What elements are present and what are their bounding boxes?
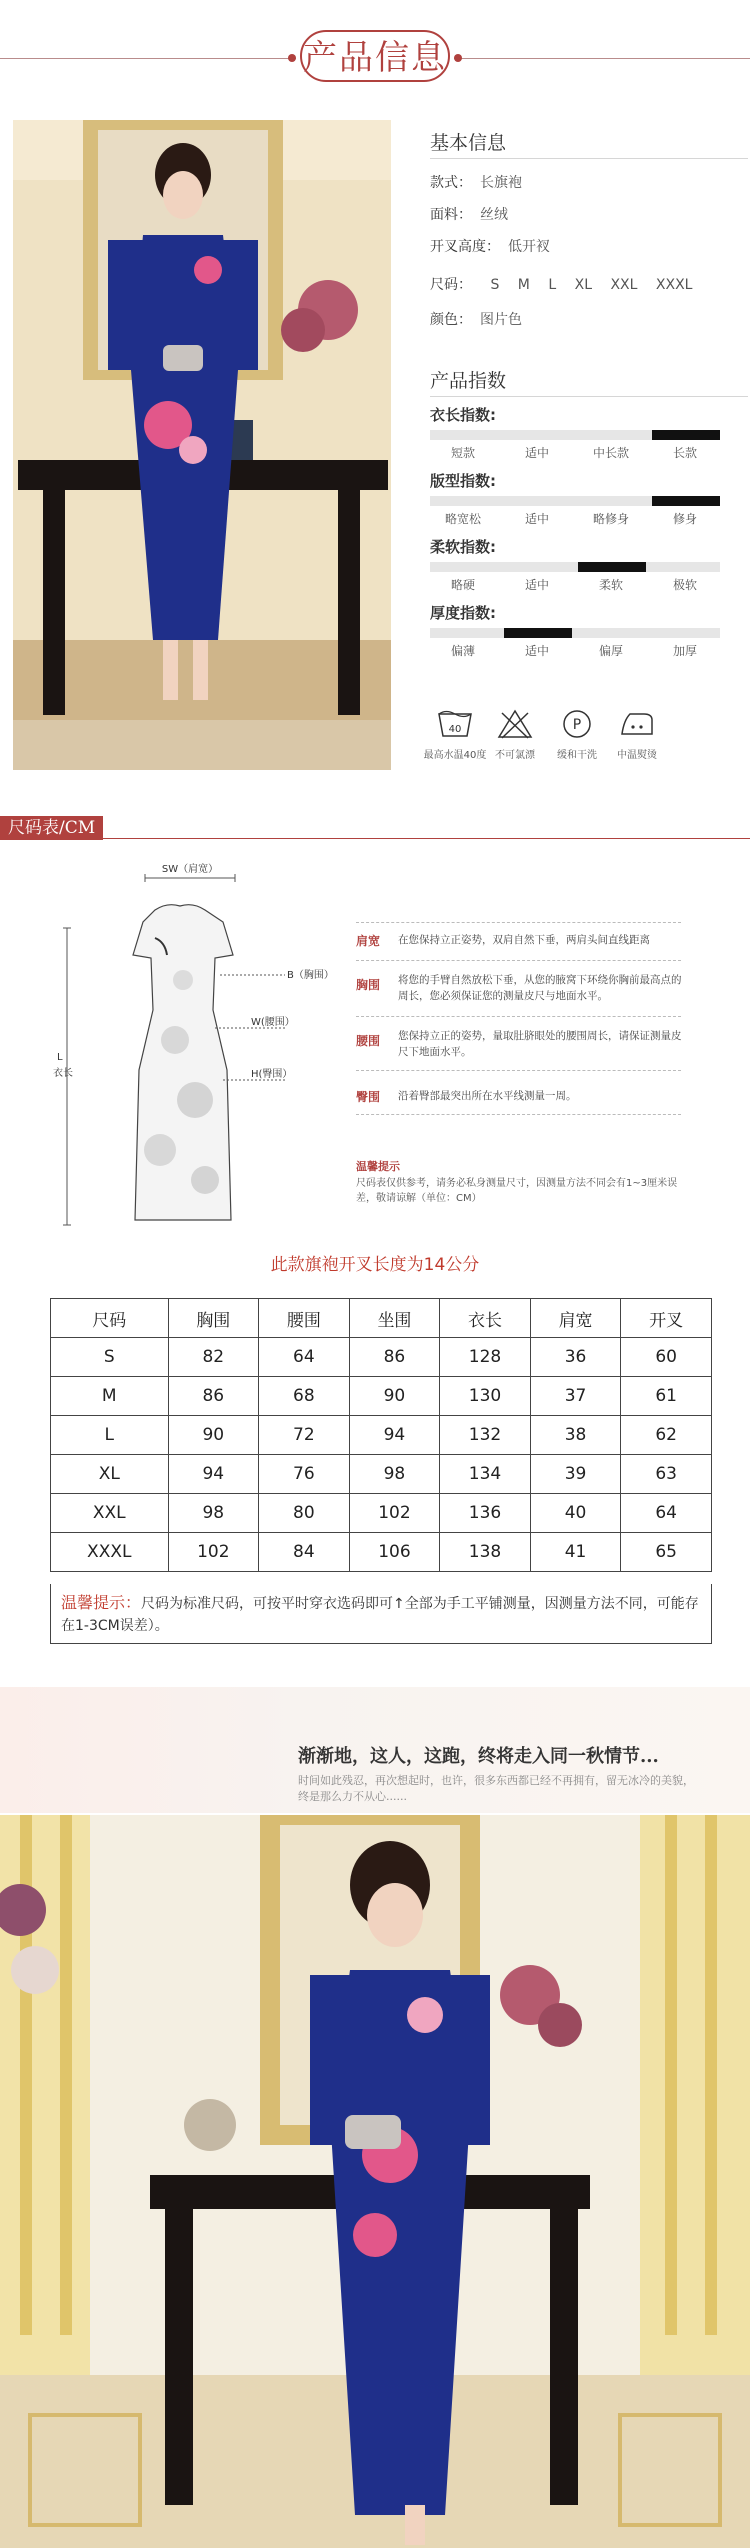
table-cell: 60 bbox=[621, 1338, 712, 1377]
table-cell: 61 bbox=[621, 1377, 712, 1416]
measure-term-chest: 胸围 bbox=[356, 978, 381, 992]
table-cell: 106 bbox=[349, 1533, 440, 1572]
table-cell: 136 bbox=[440, 1494, 531, 1533]
table-cell: XL bbox=[51, 1455, 169, 1494]
table-row bbox=[51, 1377, 712, 1416]
product-index-title: 产品指数 bbox=[430, 370, 507, 392]
banner-sub2: 终是那么力不从心...... bbox=[298, 1790, 407, 1803]
table-cell: XXXL bbox=[51, 1533, 169, 1572]
size-option-m: M bbox=[517, 277, 530, 293]
info-row-sizes: 尺码： S M L XL XXL XXXL bbox=[430, 272, 692, 298]
table-cell: 72 bbox=[259, 1416, 350, 1455]
measure-desc-chest: 将您的手臂自然放松下垂，从您的腋窝下环绕你胸前最高点的周长，您必须保证您的测量皮尺与地面水平。 bbox=[398, 974, 682, 1002]
measure-term-hip: 臀围 bbox=[356, 1090, 381, 1104]
measure-rule-0 bbox=[356, 922, 681, 923]
care-wash-text: 最高水温40度 bbox=[423, 750, 487, 761]
index-segment bbox=[578, 496, 646, 506]
index-option: 偏厚 bbox=[598, 644, 623, 658]
index-bar-1 bbox=[430, 496, 720, 506]
size-option-l: L bbox=[548, 277, 557, 293]
measure-desc-shoulder: 在您保持立正姿势，双肩自然下垂，两肩头间直线距离 bbox=[398, 934, 650, 946]
table-cell: L bbox=[51, 1416, 169, 1455]
table-cell: 94 bbox=[349, 1416, 440, 1455]
banner-headline: 渐渐地，这人，这跑，终将走入同一秋情节... bbox=[298, 1746, 659, 1767]
table-cell: 98 bbox=[168, 1494, 259, 1533]
svg-text:P: P bbox=[572, 717, 582, 733]
size-chart-rule bbox=[0, 838, 750, 839]
product-photo-secondary bbox=[0, 1815, 750, 2548]
table-cell: 76 bbox=[259, 1455, 350, 1494]
table-cell: 开叉 bbox=[621, 1299, 712, 1338]
table-cell: 41 bbox=[530, 1533, 621, 1572]
index-segment bbox=[430, 628, 498, 638]
index-label-0: 衣长指数: bbox=[430, 406, 496, 424]
index-option: 柔软 bbox=[598, 578, 623, 592]
info-row-color: 颜色： 图片色 bbox=[430, 312, 522, 328]
no-bleach-icon bbox=[496, 708, 534, 740]
measure-term-shoulder: 肩宽 bbox=[356, 934, 381, 948]
table-cell: 82 bbox=[168, 1338, 259, 1377]
size-option-xxl: XXL bbox=[610, 277, 638, 293]
measure-rule-2 bbox=[356, 1016, 681, 1017]
svg-text:40: 40 bbox=[448, 724, 462, 735]
product-index-divider bbox=[430, 396, 748, 397]
index-option: 适中 bbox=[524, 644, 549, 658]
warm-tip-label: 温馨提示： bbox=[61, 1593, 142, 1612]
table-cell: 肩宽 bbox=[530, 1299, 621, 1338]
index-segment bbox=[430, 562, 498, 572]
index-segment bbox=[504, 430, 572, 440]
size-table bbox=[50, 1298, 712, 1572]
table-row bbox=[51, 1416, 712, 1455]
table-cell: 64 bbox=[621, 1494, 712, 1533]
label-l-cn: 衣长 bbox=[53, 1068, 73, 1079]
index-option: 略修身 bbox=[592, 512, 629, 526]
index-segment bbox=[652, 628, 720, 638]
care-iron-text: 中温熨烫 bbox=[617, 750, 657, 761]
dress-diagram bbox=[53, 860, 334, 1240]
page-title: 产品信息 bbox=[300, 30, 450, 82]
label-b: B（胸围） bbox=[287, 970, 334, 981]
warm-tip-box bbox=[50, 1584, 712, 1644]
index-bar-0 bbox=[430, 430, 720, 440]
label-sw: SW（肩宽） bbox=[161, 864, 219, 875]
measure-tip-title: 温馨提示 bbox=[356, 1160, 400, 1173]
table-cell: 94 bbox=[168, 1455, 259, 1494]
index-label-3: 厚度指数: bbox=[430, 604, 496, 622]
label-l: L bbox=[57, 1052, 63, 1063]
table-cell: 84 bbox=[259, 1533, 350, 1572]
table-cell: XXL bbox=[51, 1494, 169, 1533]
size-option-s: S bbox=[490, 277, 500, 293]
measure-rule-1 bbox=[356, 960, 681, 961]
size-option-xxxl: XXXL bbox=[655, 277, 693, 293]
table-cell: 65 bbox=[621, 1533, 712, 1572]
index-option: 极软 bbox=[672, 578, 697, 592]
index-segment bbox=[652, 496, 720, 506]
table-cell: 132 bbox=[440, 1416, 531, 1455]
index-segment bbox=[578, 628, 646, 638]
index-option: 中长款 bbox=[592, 446, 629, 460]
care-bleach-text: 不可氯漂 bbox=[495, 750, 535, 761]
index-option: 适中 bbox=[524, 578, 549, 592]
label-h: H(臀围） bbox=[251, 1069, 293, 1080]
table-cell: 134 bbox=[440, 1455, 531, 1494]
table-cell: 90 bbox=[349, 1377, 440, 1416]
table-cell: 98 bbox=[349, 1455, 440, 1494]
table-cell: 39 bbox=[530, 1455, 621, 1494]
index-option: 略宽松 bbox=[444, 512, 481, 526]
index-segment bbox=[578, 562, 646, 572]
size-chart-title: 尺码表/CM bbox=[0, 816, 103, 840]
index-segment bbox=[652, 562, 720, 572]
index-segment bbox=[430, 430, 498, 440]
iron-medium-icon bbox=[618, 708, 656, 740]
table-cell: 128 bbox=[440, 1338, 531, 1377]
table-cell: 90 bbox=[168, 1416, 259, 1455]
table-cell: 坐围 bbox=[349, 1299, 440, 1338]
warm-tip-text: 尺码为标准尺码，可按平时穿衣选码即可↑全部为手工平铺测量，因测量方法不同，可能存在1-3CM误差）。 bbox=[61, 1596, 699, 1634]
table-cell: 86 bbox=[349, 1338, 440, 1377]
index-segment bbox=[504, 628, 572, 638]
index-label-1: 版型指数: bbox=[430, 472, 496, 490]
index-option: 适中 bbox=[524, 446, 549, 460]
table-cell: 63 bbox=[621, 1455, 712, 1494]
table-cell: 40 bbox=[530, 1494, 621, 1533]
table-cell: 64 bbox=[259, 1338, 350, 1377]
header-dot-left bbox=[288, 54, 296, 62]
index-option: 偏薄 bbox=[450, 644, 475, 658]
index-segment bbox=[652, 430, 720, 440]
index-option: 适中 bbox=[524, 512, 549, 526]
table-row bbox=[51, 1533, 712, 1572]
index-label-2: 柔软指数: bbox=[430, 538, 496, 556]
table-cell: 86 bbox=[168, 1377, 259, 1416]
info-row-fabric: 面料： 丝绒 bbox=[430, 207, 508, 223]
table-cell: 38 bbox=[530, 1416, 621, 1455]
table-cell: 36 bbox=[530, 1338, 621, 1377]
table-row bbox=[51, 1494, 712, 1533]
measure-desc-waist: 您保持立正的姿势，量取肚脐眼处的腰围周长，请保证测量皮尺下地面水平。 bbox=[398, 1030, 682, 1058]
index-segment bbox=[578, 430, 646, 440]
table-row bbox=[51, 1338, 712, 1377]
index-option: 略硬 bbox=[450, 578, 475, 592]
index-bar-3 bbox=[430, 628, 720, 638]
table-header-row bbox=[51, 1299, 712, 1338]
product-photo-main bbox=[13, 120, 391, 770]
care-dryclean-text: 缓和干洗 bbox=[557, 750, 597, 761]
table-cell: 80 bbox=[259, 1494, 350, 1533]
index-segment bbox=[504, 562, 572, 572]
table-cell: 胸围 bbox=[168, 1299, 259, 1338]
info-row-style: 款式： 长旗袍 bbox=[430, 175, 522, 191]
index-option: 短款 bbox=[450, 446, 475, 460]
table-cell: 37 bbox=[530, 1377, 621, 1416]
size-option-xl: XL bbox=[574, 277, 592, 293]
table-cell: 腰围 bbox=[259, 1299, 350, 1338]
measure-term-waist: 腰围 bbox=[356, 1034, 381, 1048]
table-cell: 62 bbox=[621, 1416, 712, 1455]
header-dot-right bbox=[454, 54, 462, 62]
table-cell: 衣长 bbox=[440, 1299, 531, 1338]
table-cell: 68 bbox=[259, 1377, 350, 1416]
dry-clean-icon bbox=[558, 708, 596, 740]
wash-40-icon bbox=[436, 708, 474, 740]
measure-desc-hip: 沿着臀部最突出所在水平线测量一周。 bbox=[398, 1090, 577, 1102]
index-option: 加厚 bbox=[672, 644, 697, 658]
index-option: 修身 bbox=[672, 512, 697, 526]
index-option: 长款 bbox=[672, 446, 697, 460]
slit-note: 此款旗袍开叉长度为14公分 bbox=[270, 1255, 480, 1275]
label-w: W(腰围） bbox=[251, 1017, 295, 1028]
basic-info-title: 基本信息 bbox=[430, 132, 507, 154]
measure-rule-3 bbox=[356, 1070, 681, 1071]
table-cell: 102 bbox=[168, 1533, 259, 1572]
table-cell: 尺码 bbox=[51, 1299, 169, 1338]
index-bar-2 bbox=[430, 562, 720, 572]
table-cell: S bbox=[51, 1338, 169, 1377]
table-cell: M bbox=[51, 1377, 169, 1416]
table-cell: 138 bbox=[440, 1533, 531, 1572]
index-segment bbox=[504, 496, 572, 506]
banner-sub1: 时间如此残忍，再次想起时，也许，很多东西都已经不再拥有，留无冰冷的美貌， bbox=[298, 1774, 694, 1787]
info-row-slit: 开叉高度： 低开衩 bbox=[430, 239, 550, 255]
table-cell: 130 bbox=[440, 1377, 531, 1416]
index-segment bbox=[430, 496, 498, 506]
table-cell: 102 bbox=[349, 1494, 440, 1533]
header-rule-right bbox=[454, 58, 750, 59]
basic-info-divider bbox=[430, 158, 748, 159]
header-rule-left bbox=[0, 58, 296, 59]
measure-rule-4 bbox=[356, 1114, 681, 1115]
table-row bbox=[51, 1455, 712, 1494]
measure-tip-text: 尺码表仅供参考，请务必私身测量尺寸，因测量方法不同会有1~3厘米误差，敬请谅解（单位：CM） bbox=[356, 1178, 678, 1204]
